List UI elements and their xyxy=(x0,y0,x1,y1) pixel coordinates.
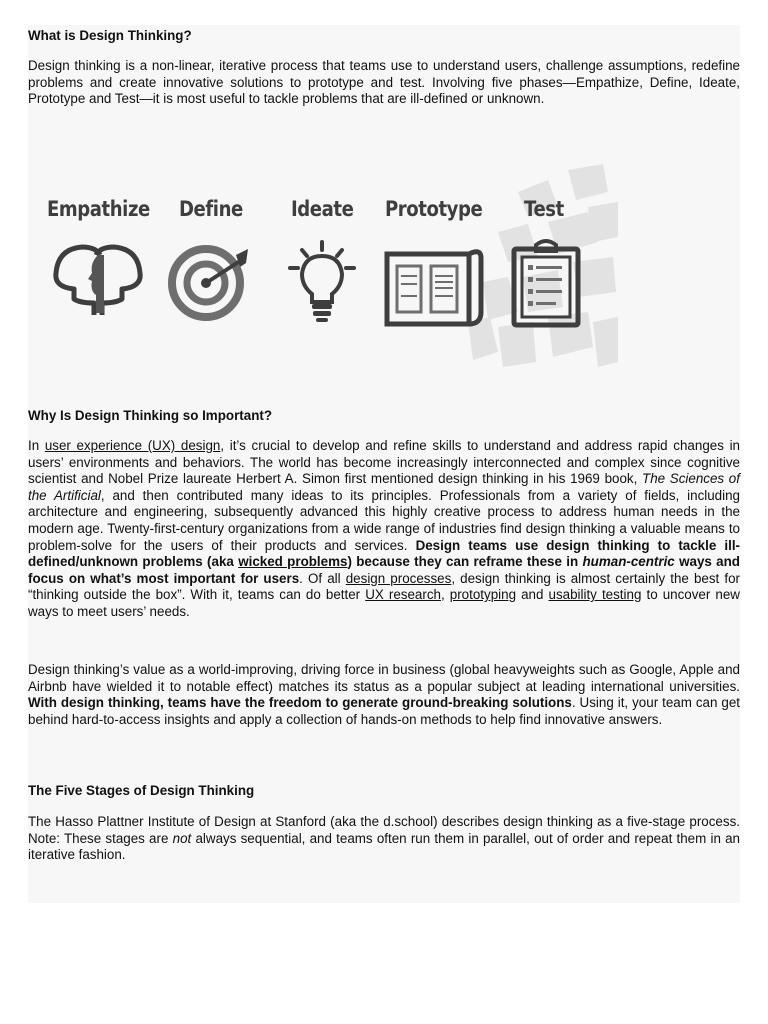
document-page xyxy=(28,25,740,903)
clipboard-icon xyxy=(508,237,588,329)
bold-text: ) because they can reframe these in xyxy=(347,554,583,570)
bold-text: With design thinking, teams have the freedom to generate ground-breaking solutions xyxy=(28,695,572,711)
text-separator: , xyxy=(440,587,450,603)
text-segment: Design thinking’s value as a world-improving, driving force in business (global heavyweights such as Google, Apple and Airbnb have wielded it to notable effect) matches its status as a popular subject at leading international universities. xyxy=(28,662,740,694)
link-usability-testing[interactable]: usability testing xyxy=(548,587,642,603)
text-in: In xyxy=(28,438,45,453)
italic-text: not xyxy=(172,830,192,846)
bold-italic-text: human-centric xyxy=(582,554,675,570)
stage-label-define: Define xyxy=(179,197,243,221)
stage-label-prototype: Prototype xyxy=(385,197,483,221)
bold-text: ways and focus on what’s most important for users xyxy=(28,554,740,586)
link-prototyping[interactable]: prototyping xyxy=(449,587,517,603)
heading-what-is-design-thinking: What is Design Thinking? xyxy=(28,28,192,43)
text-segment: to uncover new ways to meet users’ needs. xyxy=(28,587,740,619)
five-stages-figure xyxy=(28,162,618,370)
stage-label-ideate: Ideate xyxy=(291,197,354,221)
stage-label-test: Test xyxy=(524,197,564,221)
text-segment: . Using it, your team can get behind hard-to-access insights and apply a collection of hands-on methods to help find innovative answers. xyxy=(28,695,740,727)
stage-label-empathize: Empathize xyxy=(47,197,150,221)
text-segment: The Hasso Plattner Institute of Design at Stanford (aka the d.school) describes design thinking as a five-stage process. Note: These stages are xyxy=(28,814,740,846)
link-wicked-problems[interactable]: wicked problems xyxy=(238,554,348,570)
intro-paragraph: Design thinking is a non-linear, iterative process that teams use to understand users, challenge assumptions, redefine problems and create innovative solutions to prototype and test. Involving five phases—Empathize, Define, Ideate, Prototype and Test—it is most useful to tackle problems that are ill-defined or unknown. xyxy=(28,58,740,107)
link-ux-research[interactable]: UX research xyxy=(365,587,441,603)
heading-why-important: Why Is Design Thinking so Important? xyxy=(28,408,273,423)
empathize-heads-icon xyxy=(50,243,146,323)
text-segment: , design thinking is almost certainly the best for “thinking outside the box”. With it, teams can do better xyxy=(28,570,740,603)
link-design-processes[interactable]: design processes xyxy=(345,570,452,586)
book-title: The Sciences of the Artificial xyxy=(28,471,740,503)
blueprint-icon xyxy=(383,246,487,328)
value-paragraph xyxy=(28,662,740,728)
target-icon xyxy=(166,243,256,323)
text-segment: , it’s crucial to develop and refine skills to understand and address rapid changes in users’ environments and behaviors. The world has become increasingly interconnected and complex since cognitive scientist and Nobel Prize laureate Herbert A. Simon first mentioned design thinking in his 1969 book, xyxy=(28,438,740,487)
link-ux-design[interactable]: user experience (UX) design xyxy=(44,438,221,453)
heading-five-stages: The Five Stages of Design Thinking xyxy=(28,783,255,798)
importance-paragraph xyxy=(28,438,740,621)
text-segment: always sequential, and teams often run them in parallel, out of order and repeat them in an iterative fashion. xyxy=(28,830,741,863)
text-separator: and xyxy=(516,587,549,603)
five-stages-paragraph xyxy=(28,814,740,864)
text-segment: , and then contributed many ideas to its principles. Professionals from a variety of fields, including architecture and engineering, subsequently advanced this highly creative process to address human needs in the modern age. Twenty-first-century organizations from a wide range of industries find design thinking a valuable means to problem-solve for the users of their products and services. xyxy=(28,487,740,553)
bold-text: Design teams use design thinking to tackle ill-defined/unknown problems (aka xyxy=(28,537,740,570)
text-segment: . Of all xyxy=(299,570,346,586)
lightbulb-icon xyxy=(284,238,364,324)
